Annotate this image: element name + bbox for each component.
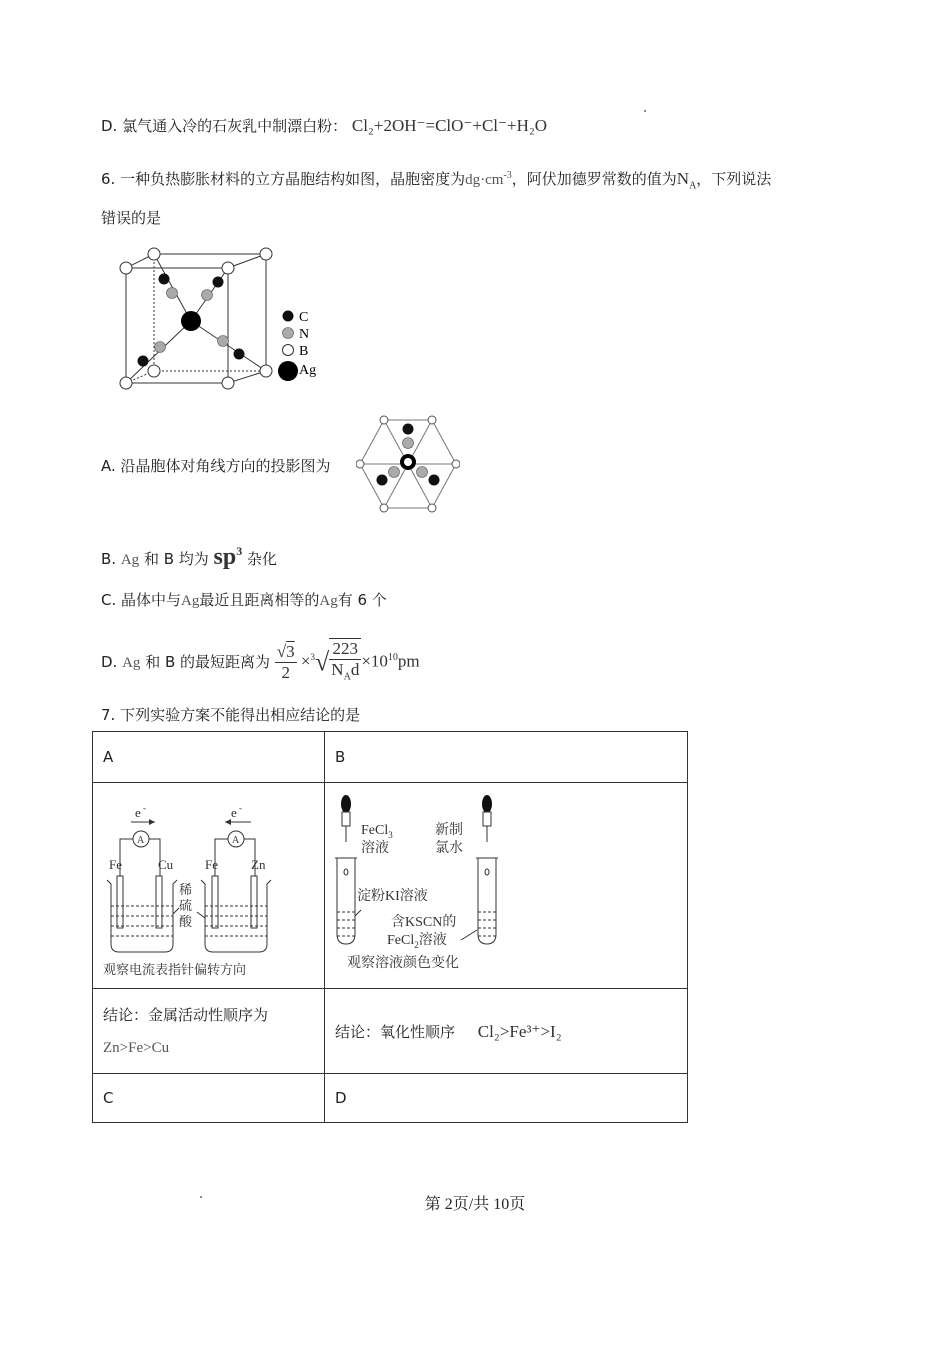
q5-option-d <box>101 115 547 137</box>
cell-c-label: C <box>93 1074 325 1123</box>
q6-stem-line1 <box>101 165 771 197</box>
q6-na: $N_A$ <box>676 169 697 192</box>
svg-text:N: N <box>299 327 310 342</box>
b-conclusion-formula: Cl₂>Fe³⁺>I₂ <box>477 1021 562 1041</box>
svg-text:Zn: Zn <box>251 856 266 872</box>
q6-density: $dg\cdot cm^{-3}$ <box>465 170 512 188</box>
q5-option-d-formula: Cl₂+2OH⁻=ClO⁻+Cl⁻+H₂O <box>351 116 548 135</box>
cell-b-label: B <box>325 732 688 783</box>
svg-text:观察电流表指针偏转方向: 观察电流表指针偏转方向 <box>103 961 247 977</box>
cell-b-figure <box>325 783 688 989</box>
q6-option-d: D. Ag 和 B 的最短距离为 $\frac{√3}{2}$ ×$^3$√ $\frac{223}{N_Ad}$ $\times 10^{10}pm$ <box>101 638 420 687</box>
q6-option-c: C. 晶体中与Ag最近且距离相等的Ag有 6 个 <box>101 591 387 609</box>
svg-text:淀粉KI溶液: 淀粉KI溶液 <box>357 888 428 904</box>
test-tubes-figure <box>325 784 687 984</box>
q6-stem-line2: 错误的是 <box>101 209 162 227</box>
cell-a-figure <box>93 783 325 989</box>
cell-a-conclusion: 结论：金属活动性顺序为 Zn>Fe>Cu <box>93 989 325 1074</box>
svg-text:Fe: Fe <box>205 856 218 872</box>
q6-stem-part3: ，下列说法 <box>696 170 772 188</box>
svg-text:Fe: Fe <box>109 856 122 872</box>
svg-text:e: e <box>135 804 141 820</box>
svg-text:稀: 稀 <box>179 881 193 897</box>
q6-stem-part1: 6. 一种负热膨胀材料的立方晶胞结构如图，晶胞密度为 <box>101 170 466 188</box>
svg-text:溶液: 溶液 <box>361 840 389 856</box>
cell-a-label: A <box>93 732 325 783</box>
svg-text:A: A <box>137 834 145 846</box>
svg-text:Cu: Cu <box>158 856 174 872</box>
q6-option-b: B. Ag 和 B 均为 $sp^3$ 杂化 <box>101 544 278 570</box>
q7-stem: 7. 下列实验方案不能得出相应结论的是 <box>101 706 361 724</box>
svg-text:A: A <box>232 834 240 846</box>
q6-option-a: A. 沿晶胞体对角线方向的投影图为 <box>101 457 331 475</box>
svg-text:氯水: 氯水 <box>435 840 463 856</box>
svg-text:含KSCN的: 含KSCN的 <box>391 914 457 930</box>
sp3: $sp^3$ <box>213 544 243 570</box>
projection-figure <box>356 415 460 513</box>
svg-text:B: B <box>299 344 309 359</box>
svg-text:-: - <box>239 802 242 813</box>
q6-stem-part2: ，阿伏加德罗常数的值为 <box>511 170 677 188</box>
q5-option-d-text: D. 氯气通入冷的石灰乳中制漂白粉： <box>101 117 348 135</box>
svg-text:FeCl2溶液: FeCl$_2$溶液 <box>387 932 447 950</box>
svg-text:-: - <box>143 802 146 813</box>
cell-d-label: D <box>325 1074 688 1123</box>
q7-table <box>92 731 688 1123</box>
galvanic-cells-figure <box>93 784 324 984</box>
speck <box>644 110 646 112</box>
svg-text:e: e <box>231 804 237 820</box>
svg-text:硫: 硫 <box>179 897 193 913</box>
svg-text:观察溶液颜色变化: 观察溶液颜色变化 <box>347 955 459 971</box>
a-conclusion-formula: Zn>Fe>Cu <box>103 1040 170 1056</box>
q6-option-d-formula: $\frac{√3}{2}$ ×$^3$√ $\frac{223}{N_Ad}$ $\times 10^{10}pm$ <box>275 638 420 687</box>
crystal-cell-figure <box>106 243 336 393</box>
svg-text:C: C <box>299 310 309 325</box>
cell-b-conclusion: 结论：氧化性顺序 Cl₂>Fe³⁺>I₂ <box>325 989 688 1074</box>
svg-text:Ag: Ag <box>299 363 317 378</box>
svg-text:酸: 酸 <box>179 913 193 929</box>
svg-text:FeCl3: FeCl$_3$ <box>361 822 393 840</box>
svg-text:新制: 新制 <box>435 822 463 838</box>
page-footer: 第 2页/共 10页 <box>424 1196 526 1213</box>
